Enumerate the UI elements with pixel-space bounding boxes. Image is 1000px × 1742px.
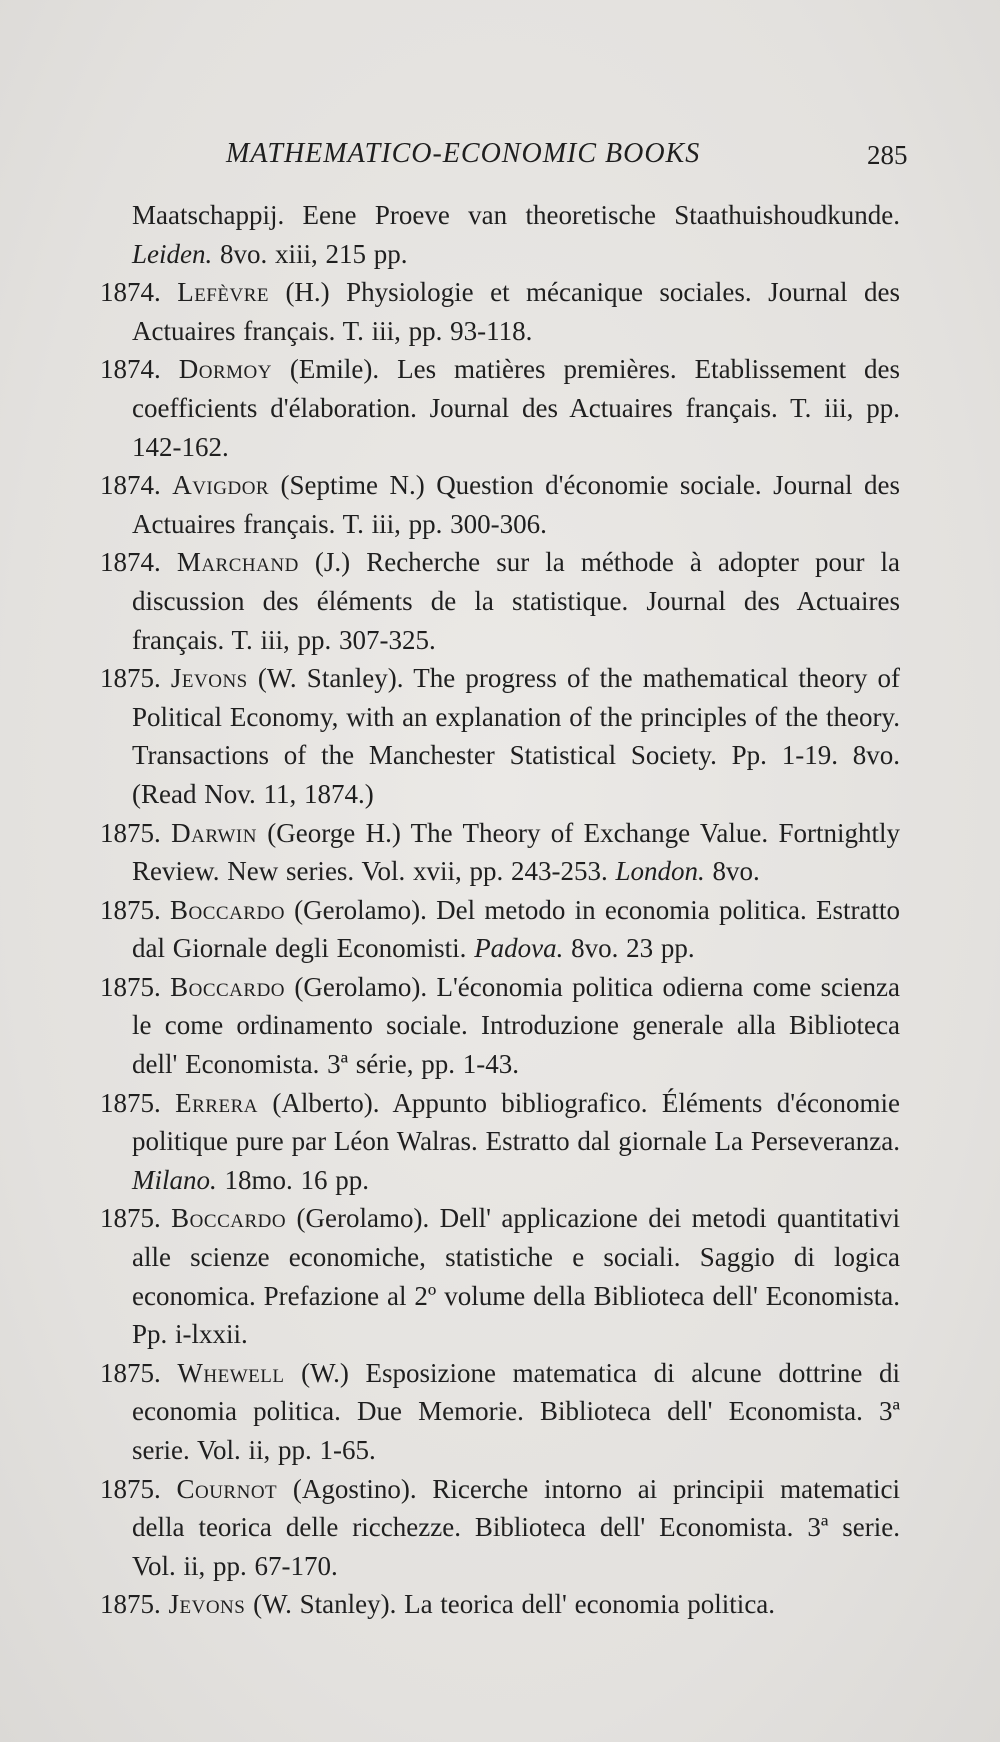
- entry-author: Dormoy: [178, 354, 272, 385]
- entry-year: 1875.: [100, 1357, 161, 1388]
- entry-place: Padova.: [474, 933, 564, 964]
- entry-author: Cournot: [176, 1473, 278, 1504]
- entry-author-detail: (W. Stanley).: [253, 1589, 397, 1620]
- entry-place: Leiden.: [132, 238, 213, 269]
- bibliography-entry: [100, 968, 900, 1084]
- entry-author-detail: (Gerolamo).: [294, 894, 427, 925]
- bibliography-list: [100, 196, 900, 1624]
- entry-year: 1875.: [100, 1589, 161, 1620]
- entry-year: 1875.: [100, 894, 161, 925]
- running-head: MATHEMATICO-ECONOMIC BOOKS: [226, 138, 701, 169]
- entry-tail: 18mo. 16 pp.: [224, 1164, 370, 1195]
- entry-tail: 8vo.: [712, 856, 760, 887]
- entry-author-detail: (J.): [314, 547, 351, 578]
- entry-author-detail: (Gerolamo).: [296, 1203, 430, 1234]
- entry-author-detail: (H.): [285, 277, 330, 308]
- entry-author: Jevons: [170, 663, 248, 694]
- entry-year: 1874.: [100, 547, 161, 578]
- entry-year: 1875.: [100, 1473, 161, 1504]
- entry-text: Maatschappij. Eene Proeve van theoretische Staathuishoudkunde.: [132, 200, 900, 230]
- entry-tail: 8vo. xiii, 215 pp.: [220, 238, 408, 269]
- bibliography-entry: [100, 1470, 900, 1586]
- entry-text: Esposizione matematica di alcune dottrine di economia politica. Due Memorie. Biblioteca dell' Economista. 3ª serie. Vol. ii, pp. 1-65.: [132, 1357, 901, 1465]
- entry-year: 1875.: [100, 817, 161, 848]
- entry-author-detail: (W. Stanley).: [257, 663, 404, 694]
- bibliography-entry: [100, 1084, 900, 1200]
- entry-author-detail: (Gerolamo).: [294, 971, 428, 1002]
- entry-text: Les matières premières. Etablissement des coefficients d'élaboration. Journal des Actuaires français. T. iii, pp. 142-162.: [132, 354, 901, 462]
- bibliography-entry: [100, 196, 900, 273]
- entry-author-detail: (George H.): [267, 817, 401, 848]
- entry-author: Darwin: [171, 817, 257, 848]
- entry-author: Lefèvre: [177, 277, 269, 308]
- entry-author-detail: (Agostino).: [292, 1473, 417, 1504]
- entry-text: Recherche sur la méthode à adopter pour la discussion des éléments de la statistique. Journal des Actuaires français. T. iii, pp. 307-325.: [132, 547, 901, 655]
- entry-year: 1875.: [100, 1203, 161, 1234]
- entry-text: The progress of the mathematical theory of Political Economy, with an explanation of the principles of the theory. Transactions of the Manchester Statistical Society. Pp. 1-19. 8vo. (Read Nov. 11, 1874.): [132, 663, 900, 809]
- entry-text: Physiologie et mécanique sociales. Journal des Actuaires français. T. iii, pp. 93-118.: [132, 277, 901, 346]
- entry-author: Boccardo: [170, 894, 285, 925]
- entry-place: London.: [615, 856, 705, 887]
- entry-author: Marchand: [176, 547, 299, 578]
- entry-author: Avigdor: [172, 470, 270, 501]
- bibliography-entry: [100, 814, 900, 891]
- entry-author-detail: (Emile).: [289, 354, 380, 385]
- entry-year: 1875.: [100, 663, 161, 694]
- entry-year: 1875.: [100, 971, 161, 1002]
- bibliography-entry: [100, 350, 900, 466]
- entry-author: Jevons: [168, 1589, 246, 1620]
- page-number: 285: [867, 140, 908, 170]
- entry-year: 1874.: [100, 277, 161, 308]
- entry-year: 1875.: [100, 1087, 161, 1118]
- entry-text: Dell' applicazione dei metodi quantitativi alle scienze economiche, statistiche e sociali. Saggio di logica economica. Prefazione al 2º volume della Biblioteca dell' Economista. Pp. i-lxxii.: [132, 1203, 901, 1350]
- entry-author: Boccardo: [170, 971, 286, 1002]
- entry-text: Del metodo in economia politica. Estratto dal Giornale degli Economisti.: [132, 894, 900, 964]
- bibliography-entry: [100, 1354, 900, 1470]
- entry-year: 1874.: [100, 354, 161, 385]
- entry-tail: 8vo. 23 pp.: [571, 933, 695, 964]
- page-header: [0, 138, 1000, 178]
- entry-text: Appunto bibliografico. Éléments d'économie politique pure par Léon Walras. Estratto dal giornale La Perseveranza.: [132, 1087, 901, 1157]
- entry-author-detail: (Septime N.): [280, 470, 425, 501]
- entry-text: L'économia politica odierna come scienza le come ordinamento sociale. Introduzione generale alla Biblioteca dell' Economista. 3ª série, pp. 1-43.: [132, 971, 901, 1080]
- bibliography-entry: [100, 466, 900, 543]
- entry-author: Errera: [175, 1087, 258, 1118]
- bibliography-entry: [100, 543, 900, 659]
- entry-year: 1874.: [100, 470, 161, 501]
- entry-text: The Theory of Exchange Value. Fortnightly Review. New series. Vol. xvii, pp. 243-253.: [132, 817, 901, 887]
- entry-author: Whewell: [177, 1357, 285, 1388]
- bibliography-entry: [100, 273, 900, 350]
- entry-text: La teorica dell' economia politica.: [404, 1589, 776, 1620]
- bibliography-entry: [100, 1585, 900, 1624]
- entry-author-detail: (Alberto).: [272, 1087, 380, 1118]
- entry-author: Boccardo: [171, 1203, 287, 1234]
- entry-place: Milano.: [132, 1164, 217, 1195]
- entry-text: Ricerche intorno ai principii matematici della teorica delle ricchezze. Biblioteca dell' Economista. 3ª serie. Vol. ii, pp. 67-170.: [132, 1473, 901, 1581]
- entry-author-detail: (W.): [301, 1357, 349, 1388]
- bibliography-entry: [100, 659, 900, 813]
- entry-text: Question d'économie sociale. Journal des Actuaires français. T. iii, pp. 300-306.: [132, 470, 900, 539]
- bibliography-entry: [100, 891, 900, 968]
- bibliography-entry: [100, 1199, 900, 1353]
